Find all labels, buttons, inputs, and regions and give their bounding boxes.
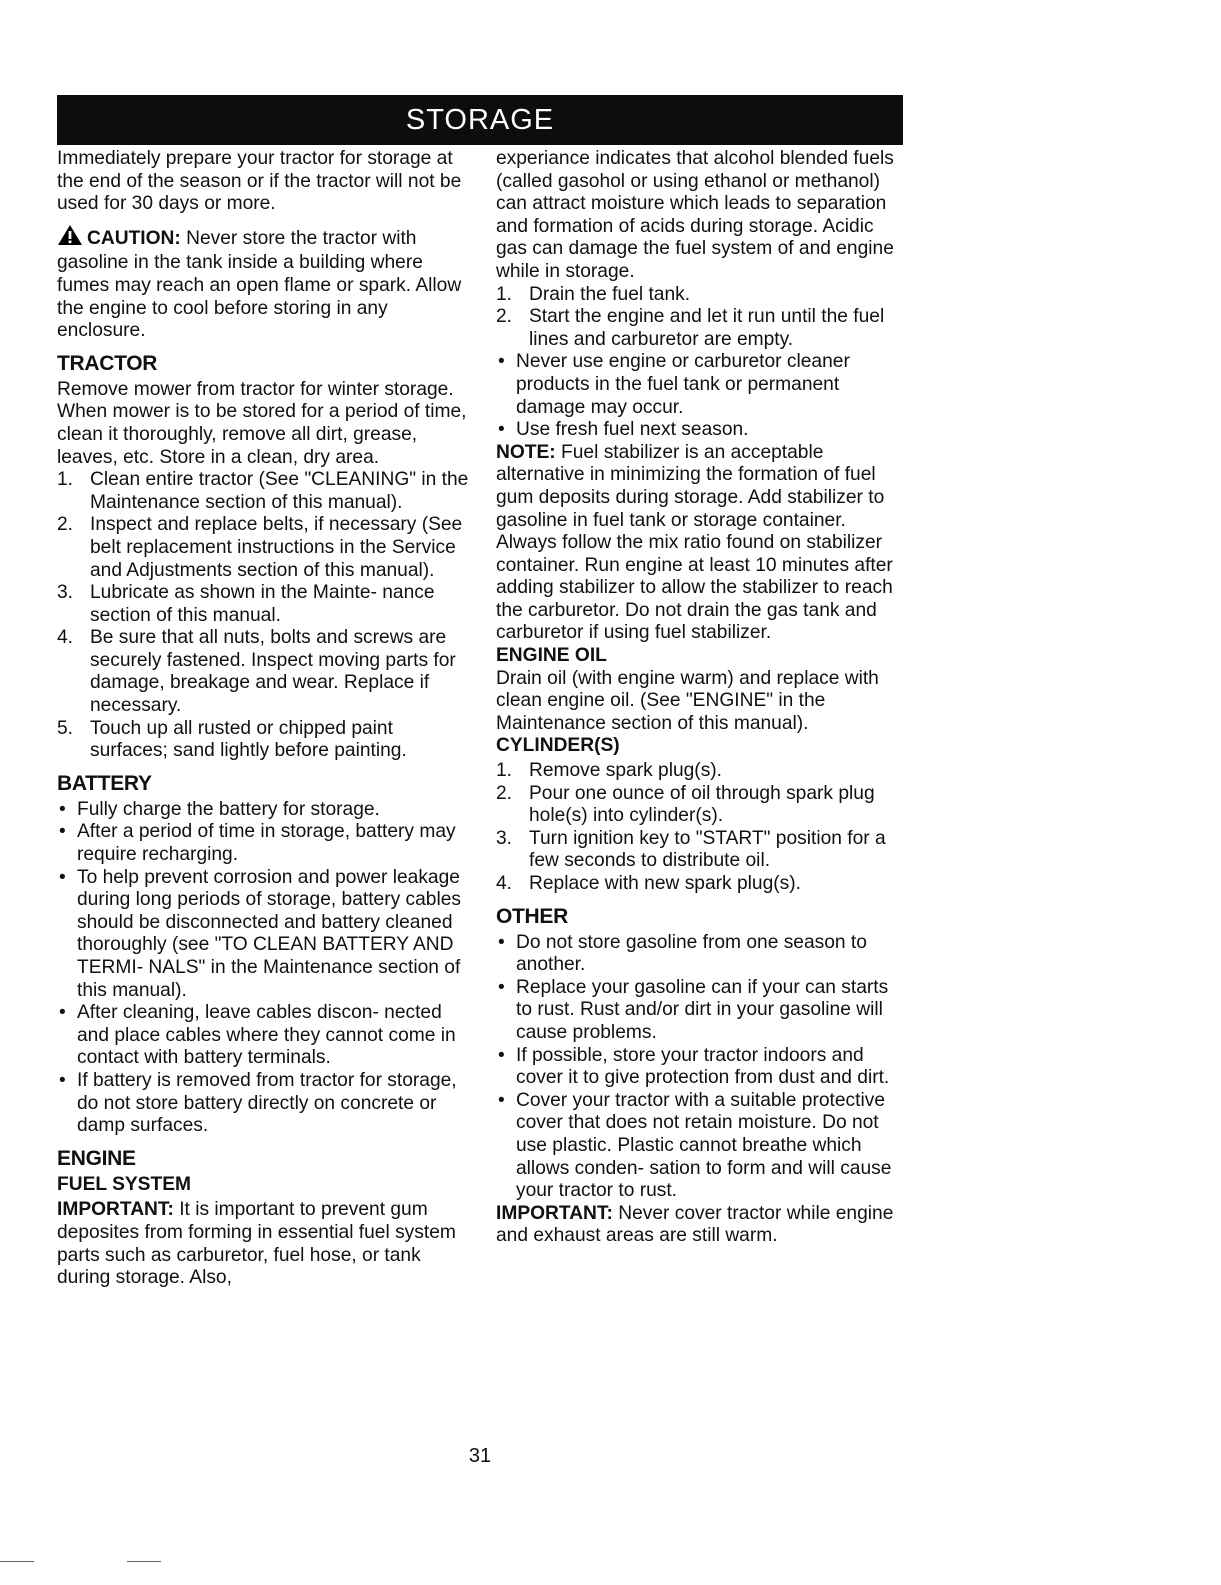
list-item: 1. Clean entire tractor (See "CLEANING" in the Maintenance section of this manual). — [57, 469, 469, 513]
list-item: 3. Lubricate as shown in the Mainte- nance section of this manual. — [57, 582, 435, 626]
bullet-icon: • — [498, 419, 505, 441]
left-column — [57, 148, 472, 1290]
important-label: IMPORTANT: — [496, 1202, 613, 1224]
tractor-paragraph: Remove mower from tractor for winter storage. When mower is to be stored for a period of time, clean it thoroughly, remove all dirt, grease, leaves, etc. Store in a clean, dry area. — [57, 378, 467, 468]
section-heading-other: OTHER — [496, 904, 569, 928]
note-paragraph — [496, 442, 906, 645]
list-item: • After a period of time in storage, battery may require recharging. — [59, 821, 456, 866]
cylinder-steps-list — [496, 760, 906, 896]
list-item: • If possible, store your tractor indoors and cover it to give protection from dust and dirt. — [498, 1044, 890, 1089]
list-item: • Cover your tractor with a suitable protective cover that does not retain moisture. Do not use plastic. Plastic cannot breathe which allows conden- sation to form and will cause your tractor to rust. — [498, 1089, 892, 1202]
caution-text: Never store the tractor with gasoline in the tank inside a building where fumes may reach an open flame or spark. Allow the engine to cool before storing in any enclosure. — [57, 227, 462, 342]
tractor-steps-list — [57, 469, 472, 763]
bullet-icon: • — [59, 798, 66, 820]
subheading-fuel-system: FUEL SYSTEM — [57, 1173, 191, 1195]
list-item: 2. Pour one ounce of oil through spark plug hole(s) into cylinder(s). — [496, 782, 875, 827]
bullet-icon: • — [59, 1069, 66, 1091]
list-item: • Fully charge the battery for storage. — [59, 798, 380, 820]
list-item: • Do not store gasoline from one season to another. — [498, 931, 867, 976]
important-text: Never cover tractor while engine and exhaust areas are still warm. — [496, 1202, 894, 1247]
right-column — [496, 148, 906, 1248]
divider — [127, 1561, 161, 1562]
intro-paragraph: Immediately prepare your tractor for storage at the end of the season or if the tractor will not be used for 30 days or more. — [57, 148, 462, 215]
note-label: NOTE: — [496, 441, 556, 463]
caution-label: CAUTION: — [87, 227, 181, 249]
section-heading-battery: BATTERY — [57, 771, 152, 795]
list-item: • Never use engine or carburetor cleaner products in the fuel tank or permanent damage may occur. — [498, 351, 850, 418]
list-item: • To help prevent corrosion and power leakage during long periods of storage, battery cables should be disconnected and battery cleaned thoroughly (see "TO CLEAN BATTERY AND TERMI- NALS" in the Maintenance section of this manual). — [59, 866, 461, 1001]
bullet-icon: • — [498, 931, 505, 953]
fuel-steps-list — [496, 284, 906, 352]
list-item: • Use fresh fuel next season. — [498, 419, 749, 441]
list-item: • After cleaning, leave cables discon- nected and place cables where they cannot come in contact with battery terminals. — [59, 1002, 456, 1069]
list-item: 3. Turn ignition key to "START" position for a few seconds to distribute oil. — [496, 827, 886, 872]
important-label: IMPORTANT: — [57, 1199, 174, 1221]
bullet-icon: • — [498, 976, 505, 998]
section-heading-engine: ENGINE — [57, 1146, 136, 1170]
list-item: 5. Touch up all rusted or chipped paint surfaces; sand lightly before painting. — [57, 717, 407, 762]
engine-oil-paragraph: Drain oil (with engine warm) and replace with clean engine oil. (See "ENGINE" in the Maintenance section of this manual). — [496, 667, 879, 734]
subheading-engine-oil: ENGINE OIL — [496, 645, 607, 667]
list-item: 1. Remove spark plug(s). — [496, 760, 723, 782]
warning-triangle-icon — [57, 224, 83, 253]
bullet-icon: • — [498, 1089, 505, 1111]
important-text: It is important to prevent gum deposites from forming in essential fuel system parts such as carburetor, fuel hose, or tank during storage. Also, — [57, 1199, 456, 1289]
subheading-cylinders: CYLINDER(S) — [496, 735, 620, 757]
bullet-icon: • — [59, 1002, 66, 1024]
list-item: 2. Inspect and replace belts, if necessary (See belt replacement instructions in the Service and Adjustments section of this manual). — [57, 514, 463, 581]
fuel-continued-paragraph: experiance indicates that alcohol blended fuels (called gasohol or using ethanol or methanol) can attract moisture which leads to separation and formation of acids during storage. Acidic gas can damage the fuel system of and engine while in storage. — [496, 148, 894, 282]
note-text: Fuel stabilizer is an acceptable alternative in minimizing the formation of fuel gum deposits during storage. Add stabilizer to gasoline in fuel tank or storage container. Always follow the mix ratio found on stabilizer container. Run engine at least 10 minutes after adding stabilizer to allow the stabilizer to reach the carburetor. Do not drain the gas tank and carburetor if using fuel stabilizer. — [496, 441, 893, 644]
list-item: • If battery is removed from tractor for storage, do not store battery directly on concrete or damp surfaces. — [59, 1069, 457, 1137]
list-item: 2. Start the engine and let it run until the fuel lines and carburetor are empty. — [496, 306, 885, 350]
important-warm-paragraph — [496, 1203, 906, 1248]
caution-paragraph — [57, 224, 472, 343]
page-title: STORAGE — [57, 95, 903, 145]
bullet-icon: • — [59, 866, 66, 888]
battery-list — [57, 799, 472, 1138]
list-item: 4. Replace with new spark plug(s). — [496, 873, 801, 894]
bullet-icon: • — [59, 821, 66, 843]
bullet-icon: • — [498, 351, 505, 373]
divider — [0, 1561, 34, 1562]
other-list — [496, 932, 906, 1203]
important-paragraph — [57, 1199, 472, 1289]
fuel-bullets-list — [496, 351, 906, 441]
list-item: • Replace your gasoline can if your can starts to rust. Rust and/or dirt in your gasoline will cause problems. — [498, 976, 889, 1043]
page-number: 31 — [468, 1445, 492, 1467]
list-item: 1. Drain the fuel tank. — [496, 283, 691, 305]
section-heading-tractor: TRACTOR — [57, 351, 158, 375]
bullet-icon: • — [498, 1044, 505, 1066]
list-item: 4. Be sure that all nuts, bolts and screws are securely fastened. Inspect moving parts for damage, breakage and wear. Replace if necessary. — [57, 627, 456, 717]
